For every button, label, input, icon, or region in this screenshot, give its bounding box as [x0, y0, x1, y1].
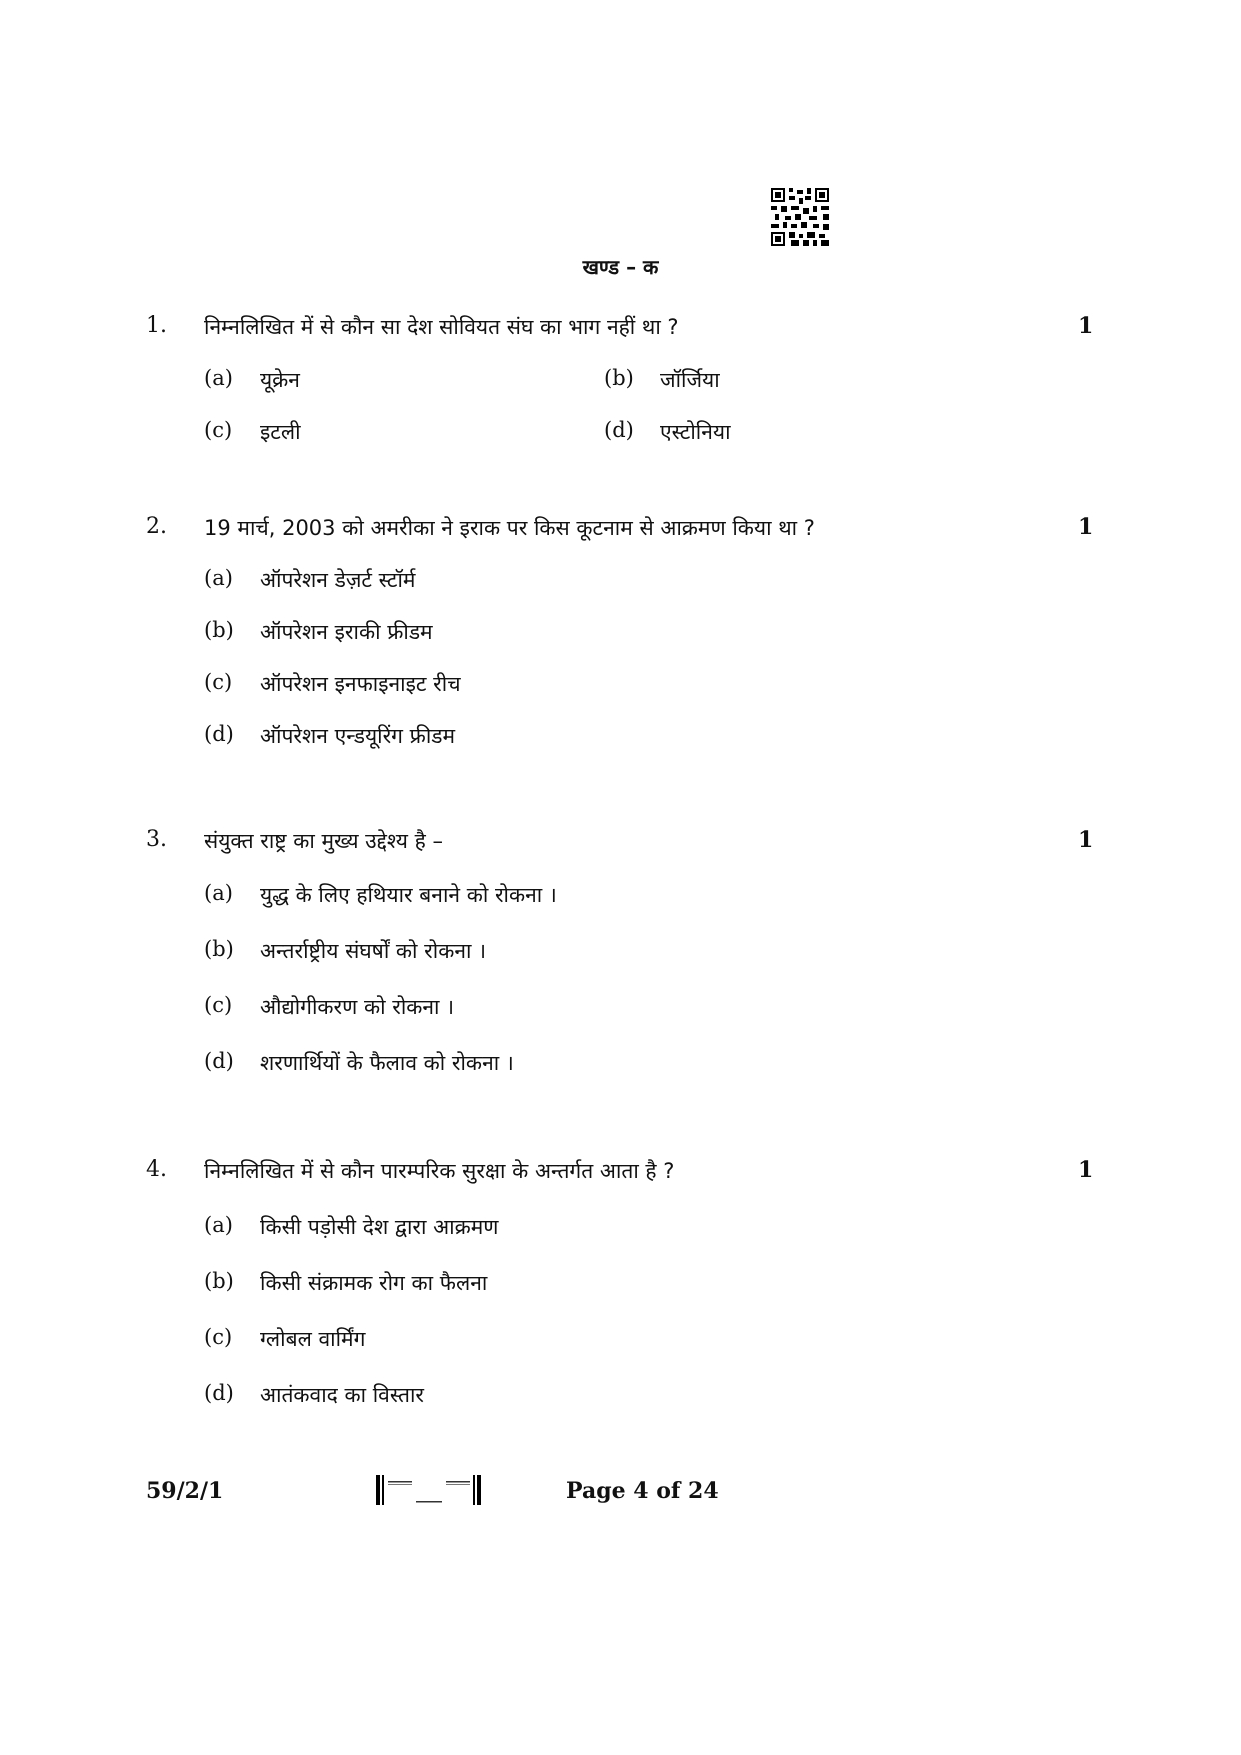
option-text: जॉर्जिया — [660, 368, 720, 392]
option-letter: (c) — [204, 1325, 233, 1349]
option-letter: (b) — [204, 1269, 234, 1293]
option-letter: (d) — [604, 418, 634, 442]
option-text: अन्तर्राष्ट्रीय संघर्षों को रोकना । — [260, 939, 487, 963]
option-text: शरणार्थियों के फैलाव को रोकना । — [260, 1051, 514, 1075]
question-number: 4. — [146, 1157, 167, 1182]
question-marks: 1 — [1078, 514, 1094, 540]
question-marks: 1 — [1078, 313, 1094, 339]
option-text: औद्योगीकरण को रोकना । — [260, 995, 455, 1019]
option-letter: (b) — [604, 366, 634, 390]
paper-code: 59/2/1 — [146, 1478, 224, 1504]
question-marks: 1 — [1078, 1157, 1094, 1183]
option-text: युद्ध के लिए हथियार बनाने को रोकना । — [260, 883, 557, 907]
option-letter: (b) — [204, 937, 234, 961]
option-text: ऑपरेशन इराकी फ्रीडम — [260, 620, 433, 644]
option-letter: (b) — [204, 618, 234, 642]
option-text: यूक्रेन — [260, 368, 300, 392]
option-letter: (d) — [204, 1049, 234, 1073]
question-number: 3. — [146, 827, 167, 852]
question-number: 1. — [146, 313, 167, 338]
option-letter: (d) — [204, 1381, 234, 1405]
question-number: 2. — [146, 514, 167, 539]
option-letter: (a) — [204, 366, 233, 390]
question-marks: 1 — [1078, 827, 1094, 853]
barcode-icon — [376, 1473, 482, 1507]
option-text: किसी संक्रामक रोग का फैलना — [260, 1271, 488, 1295]
option-letter: (a) — [204, 566, 233, 590]
option-letter: (c) — [204, 670, 233, 694]
page-number: Page 4 of 24 — [566, 1478, 719, 1504]
option-text: ऑपरेशन डेज़र्ट स्टॉर्म — [260, 568, 416, 592]
question-text: 19 मार्च, 2003 को अमरीका ने इराक पर किस कूटनाम से आक्रमण किया था ? — [204, 516, 815, 540]
option-letter: (d) — [204, 722, 234, 746]
option-text: ऑपरेशन इनफाइनाइट रीच — [260, 672, 461, 696]
option-text: आतंकवाद का विस्तार — [260, 1383, 425, 1407]
section-title: खण्ड – क — [582, 255, 659, 279]
option-text: किसी पड़ोसी देश द्वारा आक्रमण — [260, 1215, 499, 1239]
qr-code-icon — [771, 188, 829, 246]
question-text: निम्नलिखित में से कौन सा देश सोवियत संघ का भाग नहीं था ? — [204, 315, 679, 339]
option-letter: (a) — [204, 881, 233, 905]
option-text: ग्लोबल वार्मिंग — [260, 1327, 366, 1351]
question-text: निम्नलिखित में से कौन पारम्परिक सुरक्षा के अन्तर्गत आता है ? — [204, 1159, 675, 1183]
option-letter: (c) — [204, 993, 233, 1017]
option-text: एस्टोनिया — [660, 420, 731, 444]
option-letter: (a) — [204, 1213, 233, 1237]
option-text: इटली — [260, 420, 301, 444]
option-text: ऑपरेशन एन्डयूरिंग फ्रीडम — [260, 724, 456, 748]
option-letter: (c) — [204, 418, 233, 442]
question-text: संयुक्त राष्ट्र का मुख्य उद्देश्य है – — [204, 829, 443, 853]
